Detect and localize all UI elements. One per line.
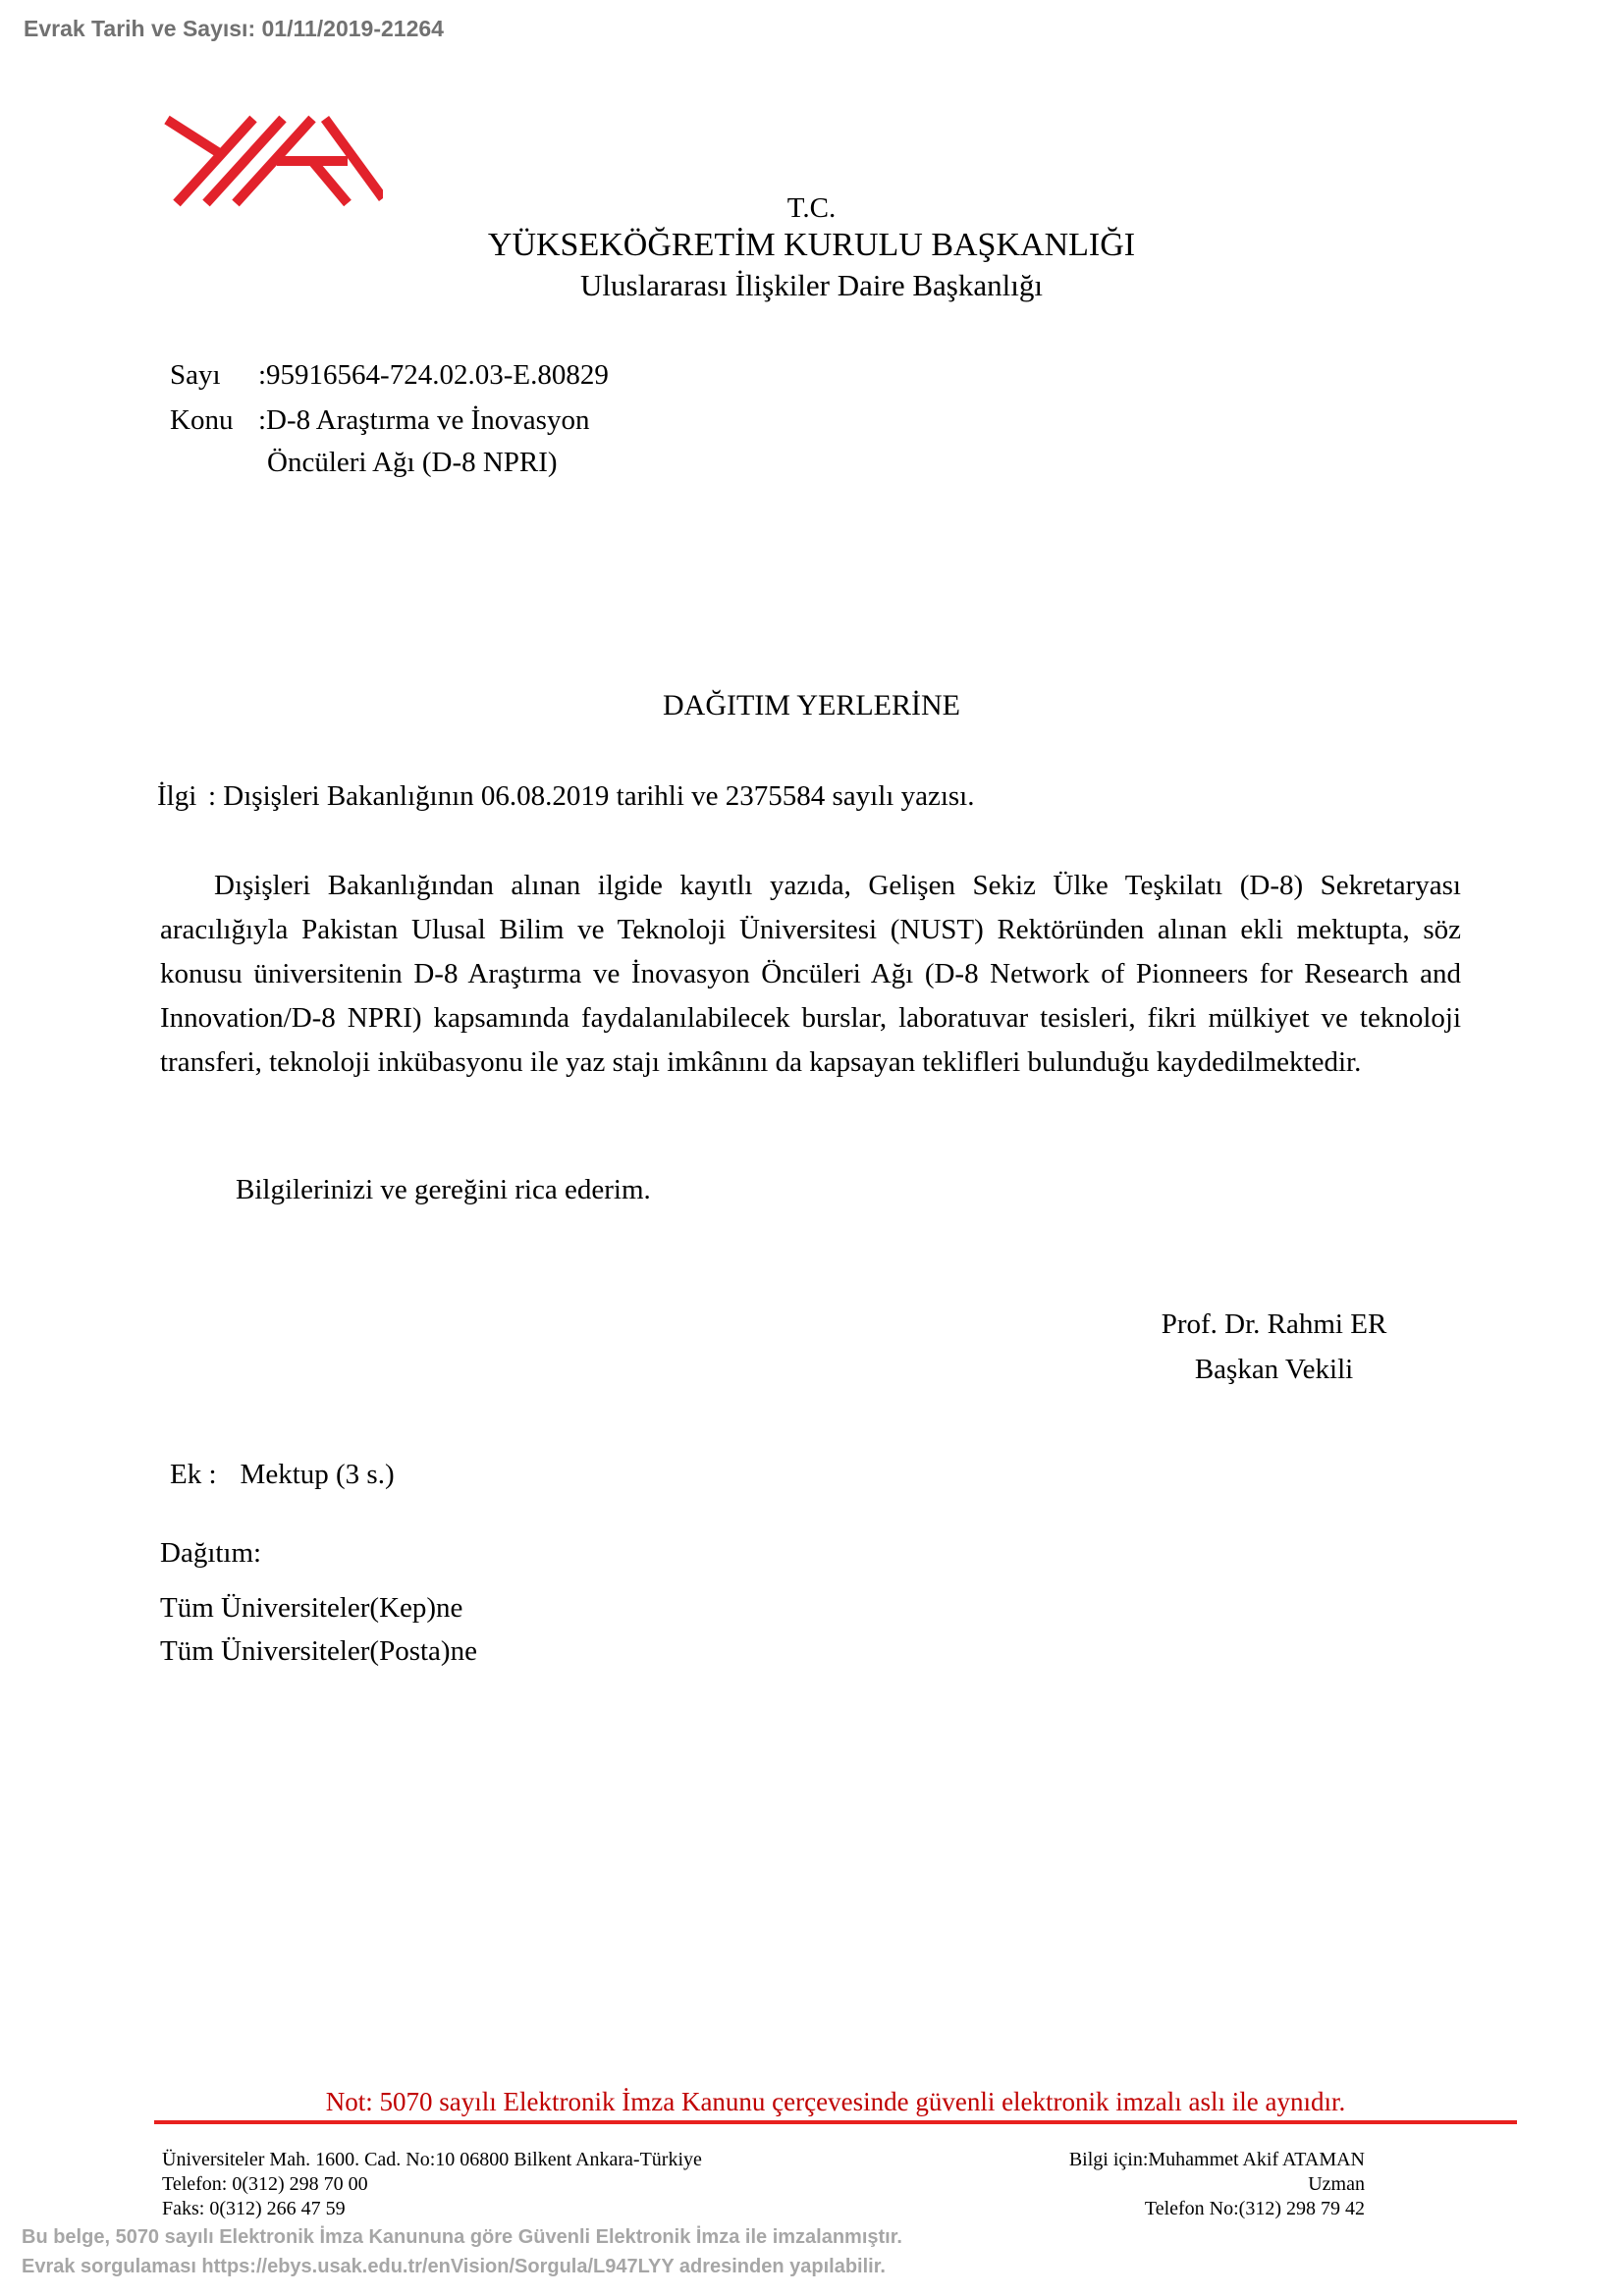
attachment-line — [170, 1459, 395, 1491]
distribution-label: Dağıtım: — [160, 1537, 262, 1569]
footer-address: Üniversiteler Mah. 1600. Cad. No:10 06800 Bilkent Ankara-Türkiye — [162, 2149, 702, 2170]
footer-contact: Bilgi için:Muhammet Akif ATAMAN — [1068, 2149, 1365, 2170]
footer-right-column — [687, 2148, 1365, 2221]
logo-y-left-arm — [167, 120, 224, 156]
signatory-name: Prof. Dr. Rahmi ER — [1161, 1308, 1387, 1340]
department-title: Uluslararası İlişkiler Daire Başkanlığı — [580, 268, 1043, 302]
red-divider-line — [154, 2120, 1517, 2124]
konu-value-line2: Öncüleri Ağı (D-8 NPRI) — [267, 447, 558, 478]
republic-title: T.C. — [786, 192, 837, 224]
footer-contact-title: Uzman — [1308, 2173, 1365, 2195]
recipient-heading: DAĞITIM YERLERİNE — [662, 689, 960, 721]
sayi-label: Sayı — [170, 359, 221, 391]
closing-line: Bilgilerinizi ve gereğini rica ederim. — [236, 1174, 651, 1205]
footer-left-column — [162, 2148, 702, 2221]
document-date-number-stamp: Evrak Tarih ve Sayısı: 01/11/2019-21264 — [24, 16, 444, 41]
sayi-value: :95916564-724.02.03-E.80829 — [258, 359, 609, 391]
konu-label: Konu — [170, 404, 234, 436]
esign-watermark — [22, 2222, 1593, 2281]
distribution-item: Tüm Üniversiteler(Posta)ne — [160, 1635, 477, 1667]
footer-contact-phone: Telefon No:(312) 298 79 42 — [1144, 2198, 1365, 2219]
distribution-item: Tüm Üniversiteler(Kep)ne — [160, 1592, 463, 1624]
integrity-note: Not: 5070 sayılı Elektronik İmza Kanunu çerçevesinde güvenli elektronik imzalı aslı ile aynıdır. — [325, 2087, 1346, 2116]
footer-fax: Faks: 0(312) 266 47 59 — [162, 2198, 346, 2219]
konu-value-line1: :D-8 Araştırma ve İnovasyon — [258, 404, 590, 436]
signature-block — [1070, 1302, 1478, 1392]
ilgi-label: İlgi — [157, 780, 197, 812]
attachment-value: Mektup (3 s.) — [240, 1459, 395, 1490]
footer-phone: Telefon: 0(312) 298 70 00 — [162, 2173, 368, 2195]
attachment-label: Ek : — [170, 1459, 217, 1490]
signatory-title: Başkan Vekili — [1194, 1354, 1354, 1385]
ilgi-value: : Dışişleri Bakanlığının 06.08.2019 tarihli ve 2375584 sayılı yazısı. — [208, 780, 975, 812]
esign-line1: Bu belge, 5070 sayılı Elektronik İmza Kanununa göre Güvenli Elektronik İmza ile imzalanmıştır. — [22, 2226, 902, 2248]
body-paragraph: Dışişleri Bakanlığından alınan ilgide kayıtlı yazıda, Gelişen Sekiz Ülke Teşkilatı (D-8) Sekretaryası aracılığıyla Pakistan Ulusal Bilim ve Teknoloji Üniversitesi (NUST) Rektöründen alınan ekli mektupta, söz konusu üniversitenin D-8 Araştırma ve İnovasyon Öncüleri Ağı (D-8 Network of Pionneers for Research and Innovation/D-8 NPRI) kapsamında faydalanılabilecek burslar, laboratuvar tesisleri, fikri mülkiyet ve teknoloji transferi, teknoloji inkübasyonu ile yaz stajı imkânını da kapsayan teklifleri bulunduğu kaydedilmektedir. — [160, 870, 1461, 1078]
esign-line2: Evrak sorgulaması https://ebys.usak.edu.tr/enVision/Sorgula/L947LYY adresinden yapılabilir. — [22, 2256, 886, 2277]
institution-title: YÜKSEKÖĞRETİM KURULU BAŞKANLIĞI — [487, 227, 1136, 263]
